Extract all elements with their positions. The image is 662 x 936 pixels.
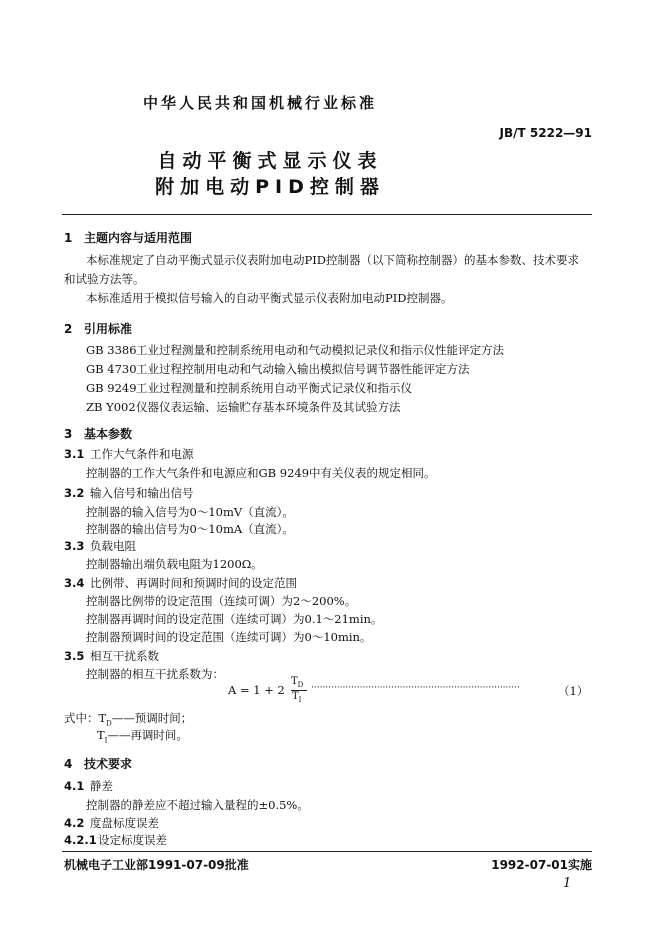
symbol: T	[97, 728, 105, 742]
subsection-3-3-heading	[64, 538, 136, 554]
effective-date: 1992-07-01实施	[491, 858, 592, 872]
reference-title: 工业过程控制用电动和气动输入输出模拟信号调节器性能评定方法	[136, 362, 470, 376]
paragraph: 控制器再调时间的设定范围（连续可调）为0.1～21min。	[86, 612, 383, 626]
reference-item	[86, 399, 401, 415]
reference-code: GB 3386	[86, 343, 137, 357]
section-4-heading	[64, 755, 132, 772]
subsection-4-1-heading	[64, 778, 113, 794]
page-number: 1	[563, 876, 572, 891]
subsection-title: 静差	[90, 779, 113, 793]
subsection-number: 3.5	[64, 649, 85, 663]
section-title: 基本参数	[84, 427, 133, 441]
reference-code: GB 4730	[86, 362, 137, 376]
subsection-number: 3.4	[64, 576, 85, 590]
subsection-3-1-heading	[64, 446, 194, 462]
paragraph: 控制器预调时间的设定范围（连续可调）为0～10min。	[86, 630, 372, 644]
subsection-number: 4.2.1	[64, 833, 97, 847]
formula-where: 式中：$T_D——$预调时间；	[64, 711, 193, 728]
symbol: T	[98, 711, 107, 725]
subsection-3-4-heading	[64, 575, 297, 591]
reference-item	[86, 342, 504, 358]
paragraph: 本标准适用于模拟信号输入的自动平衡式显示仪表附加电动PID控制器。	[86, 291, 453, 305]
paragraph-continued: 和试验方法等。	[64, 272, 145, 286]
subsection-number: 3.2	[64, 486, 85, 500]
subsection-title: 相互干扰系数	[90, 649, 159, 663]
paragraph: 控制器输出端负载电阻为1200Ω。	[86, 557, 263, 571]
subsection-title: 工作大气条件和电源	[90, 447, 194, 461]
reference-code: GB 9249	[86, 381, 137, 395]
document-title-line-1: 自动平衡式显示仪表	[157, 150, 383, 172]
paragraph: 本标准规定了自动平衡式显示仪表附加电动PID控制器（以下简称控制器）的基本参数、技术要求	[86, 253, 579, 267]
standard-code: JB/T 5222—91	[499, 126, 592, 140]
symbol-definition: ——再调时间。	[107, 728, 188, 742]
subsection-title: 设定标度误差	[98, 833, 167, 847]
subsection-title: 输入信号和输出信号	[90, 486, 194, 500]
paragraph: 控制器比例带的设定范围（连续可调）为2～200%。	[86, 594, 357, 608]
section-number: 3	[64, 427, 73, 441]
subsection-number: 3.1	[64, 447, 85, 461]
section-title: 技术要求	[84, 757, 133, 771]
paragraph: 控制器的相互干扰系数为：	[86, 667, 224, 681]
subsection-title: 比例带、再调时间和预调时间的设定范围	[90, 576, 297, 590]
approval-date: 机械电子工业部1991-07-09批准	[64, 858, 249, 872]
formula-numerator: $T_D$	[291, 676, 304, 689]
section-number: 2	[64, 322, 73, 336]
formula-denominator: $T_I$	[292, 691, 302, 704]
formula-leader-dots: ·········································································	[311, 683, 520, 693]
formula-where: $T_I——$再调时间。	[97, 728, 188, 745]
section-2-heading	[64, 320, 132, 337]
section-1-heading	[64, 229, 192, 246]
subsection-number: 4.1	[64, 779, 85, 793]
paragraph: 控制器的输出信号为0～10mA（直流）。	[86, 522, 294, 536]
section-number: 4	[64, 757, 73, 771]
issuing-organization: 中华人民共和国机械行业标准	[142, 94, 377, 112]
formula-number: （1）	[558, 684, 589, 698]
section-number: 1	[64, 231, 73, 245]
header-divider	[62, 214, 592, 215]
paragraph: 控制器的工作大气条件和电源应和GB 9249中有关仪表的规定相同。	[86, 466, 436, 480]
symbol-definition: ——预调时间；	[111, 711, 193, 725]
section-3-heading	[64, 425, 132, 442]
reference-item	[86, 380, 412, 396]
section-title: 引用标准	[84, 322, 133, 336]
subsection-4-2-heading	[64, 815, 159, 831]
formula-lhs: A = 1 + 2	[228, 683, 285, 697]
reference-item	[86, 361, 470, 377]
subsection-title: 度盘标度误差	[90, 816, 159, 830]
reference-title: 工业过程测量和控制系统用电动和气动模拟记录仪和指示仪性能评定方法	[136, 343, 504, 357]
subsection-title: 负载电阻	[90, 539, 136, 553]
footer-divider	[62, 851, 592, 852]
subsection-4-2-1-heading	[64, 832, 167, 848]
subsection-3-2-heading	[64, 485, 194, 501]
paragraph: 控制器的静差应不超过输入量程的±0.5%。	[86, 798, 309, 812]
reference-title: 工业过程测量和控制系统用自动平衡式记录仪和指示仪	[136, 381, 412, 395]
section-title: 主题内容与适用范围	[84, 231, 193, 245]
reference-code: ZB Y002	[86, 400, 136, 414]
reference-title: 仪器仪表运输、运输贮存基本环境条件及其试验方法	[136, 400, 401, 414]
where-label: 式中：	[64, 711, 99, 725]
document-title-line-2: 附加电动PID控制器	[155, 176, 385, 198]
subsection-number: 4.2	[64, 816, 85, 830]
subsection-number: 3.3	[64, 539, 85, 553]
subsection-3-5-heading	[64, 648, 159, 664]
paragraph: 控制器的输入信号为0～10mV（直流）。	[86, 505, 294, 519]
